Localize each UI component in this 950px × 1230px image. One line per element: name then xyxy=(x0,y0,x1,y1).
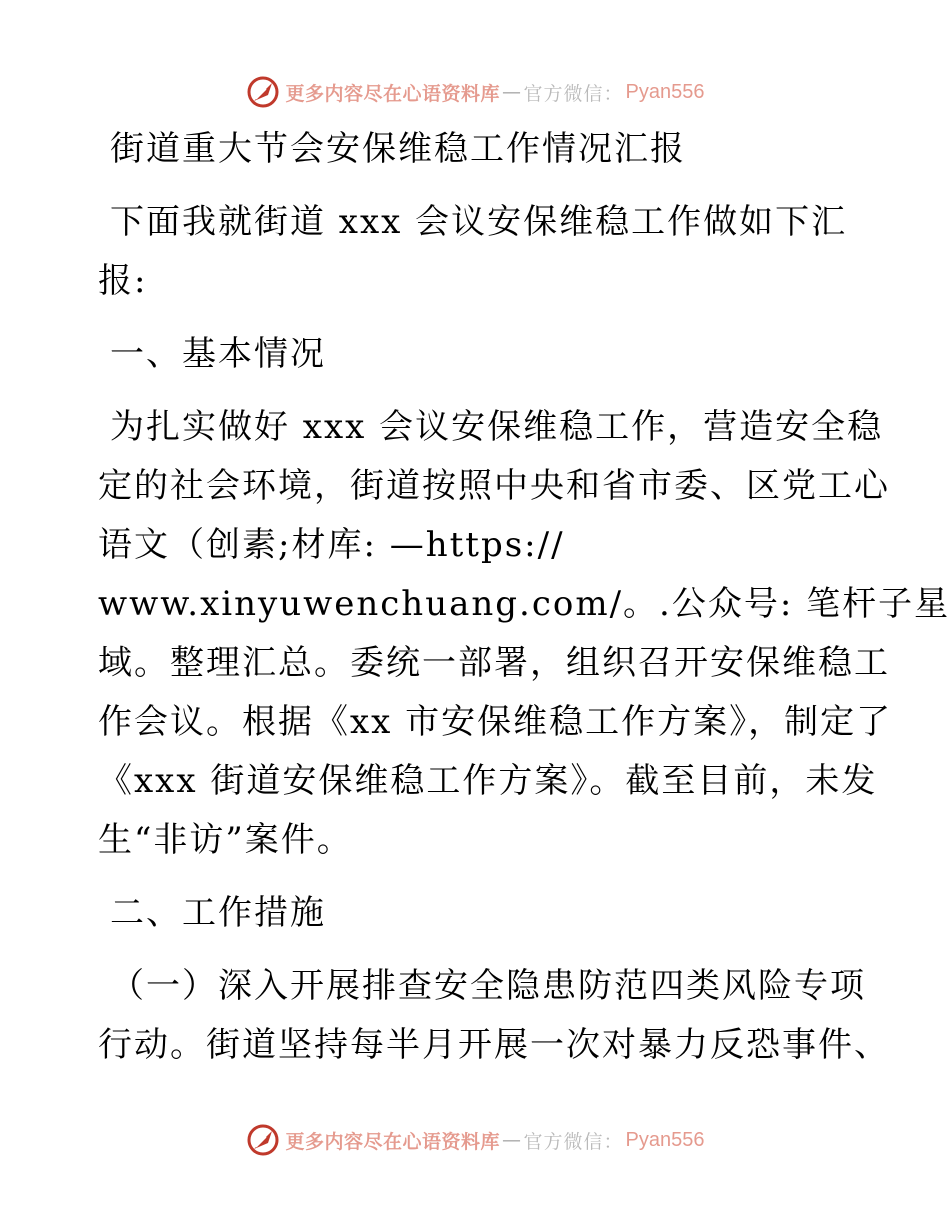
watermark-id: Pyan556 xyxy=(625,80,705,103)
section1-line-5: 域。整理汇总。委统一部署，组织召开安保维稳工 xyxy=(98,643,890,683)
quill-logo-icon xyxy=(246,1123,280,1157)
section1-line-6: 作会议。根据《xx 市安保维稳工作方案》，制定了 xyxy=(98,702,893,742)
section2-heading: 二、工作措施 xyxy=(110,893,326,933)
watermark-label: 官方微信： xyxy=(523,82,624,105)
intro-line-2: 报: xyxy=(98,261,148,301)
section1-line-3: 语文（创素;材库: —https:// xyxy=(98,525,565,565)
section2-line-2: 行动。街道坚持每半月开展一次对暴力反恐事件、 xyxy=(98,1025,890,1065)
section2-line-1: （一）深入开展排查安全隐患防范四类风险专项 xyxy=(110,966,866,1006)
footer-watermark xyxy=(0,1120,950,1160)
quill-logo-icon xyxy=(246,75,280,109)
document-body xyxy=(98,120,950,1075)
section1-line-7: 《xxx 街道安保维稳工作方案》。截至目前，未发 xyxy=(98,761,878,801)
watermark-label: 官方微信： xyxy=(523,1130,624,1153)
document-title: 街道重大节会安保维稳工作情况汇报 xyxy=(110,129,686,169)
header-watermark xyxy=(0,72,950,112)
watermark-brand: 更多内容尽在心语资料库 xyxy=(285,82,501,105)
watermark-id: Pyan556 xyxy=(625,1128,705,1151)
section1-line-4: www.xinyuwenchuang.com/。.公众号: 笔杆子星 xyxy=(98,584,950,624)
watermark-separator: — xyxy=(502,81,522,103)
section1-line-2: 定的社会环境，街道按照中央和省市委、区党工心 xyxy=(98,466,890,506)
section1-line-1: 为扎实做好 xxx 会议安保维稳工作，营造安全稳 xyxy=(110,407,884,447)
watermark-brand: 更多内容尽在心语资料库 xyxy=(285,1130,501,1153)
section1-line-8: 生“非访”案件。 xyxy=(98,820,353,860)
watermark-separator: — xyxy=(502,1129,522,1151)
section1-heading: 一、基本情况 xyxy=(110,334,326,374)
intro-line-1: 下面我就街道 xxx 会议安保维稳工作做如下汇 xyxy=(110,202,848,242)
